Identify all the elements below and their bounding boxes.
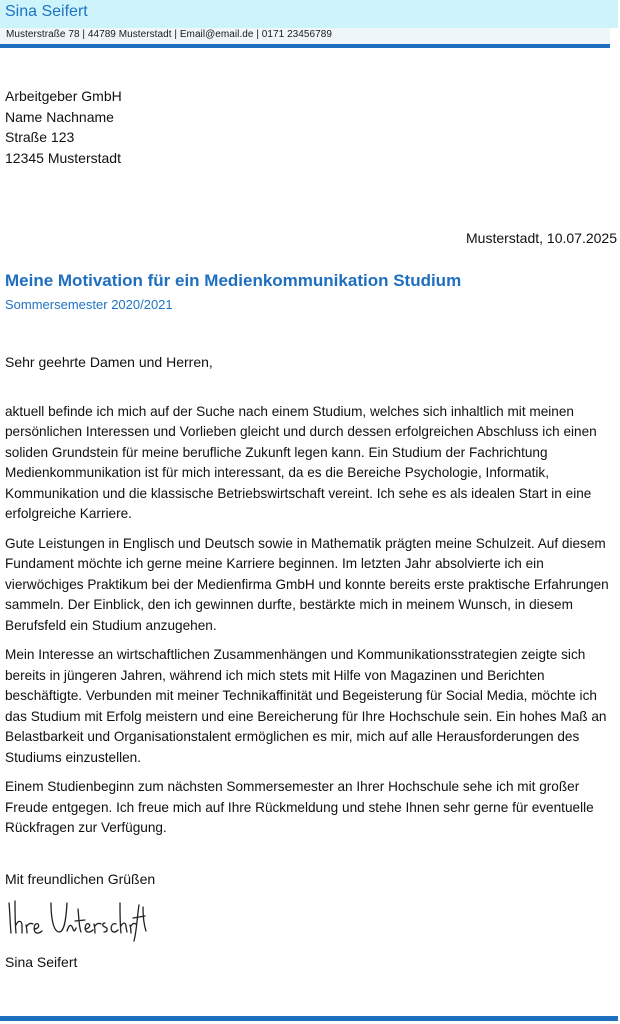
body-paragraph: aktuell befinde ich mich auf der Suche nach einem Studium, welches sich inhaltlich mit meinen persönlichen Interessen und Vorlieben gleicht und durch dessen erfolgreichen Abschluss ich einen soliden Grundstein für meine berufliche Zukunft legen kann. Ein Studium der Fachrichtung Medienkommunikation ist für mich interessant, da es die Bereiche Psychologie, Informatik, Kommunikation und die klassische Betriebswirtschaft vereint. Ich sehe es als idealen Start in eine erfolgreiche Karriere. (5, 404, 597, 522)
letter-date: Musterstadt, 10.07.2025 (466, 230, 617, 246)
recipient-contact-name: Name Nachname (5, 108, 114, 125)
body-paragraph: Einem Studienbeginn zum nächsten Sommersemester an Ihrer Hochschule sehe ich mit großer Freude entgegen. Ich freue mich auf Ihre Rückmeldung und stehe Ihnen sehr gerne für eventuelle Rückfragen zur Verfügung. (5, 779, 594, 836)
recipient-city: 12345 Musterstadt (5, 149, 121, 166)
salutation: Sehr geehrte Damen und Herren, (5, 354, 213, 370)
letterhead-band (0, 0, 618, 28)
body-paragraph: Mein Interesse an wirtschaftlichen Zusammenhängen und Kommunikationsstrategien zeigte sich bereits in jüngeren Jahren, während ich mich stets mit Hilfe von Magazinen und Berichten beschäftigte. Verbunden mit meiner Technikaffinität und Begeisterung für Social Media, möchte ich das Studium mit Erfolg meistern und eine Bereicherung für Ihre Hochschule sein. Ein hohes Maß an Belastbarkeit und Organisationstalent ermöglichen es mir, mich auf alle Herausforderungen des Studiums einzustellen. (5, 647, 607, 765)
handwritten-signature (3, 895, 153, 945)
subject-subtitle: Sommersemester 2020/2021 (5, 297, 173, 312)
contact-bar (0, 28, 610, 48)
recipient-address (5, 86, 122, 168)
footer-rule (0, 1016, 618, 1021)
sender-name: Sina Seifert (5, 3, 88, 20)
body-paragraph: Gute Leistungen in Englisch und Deutsch sowie in Mathematik prägten meine Schulzeit. Auf diesem Fundament möchte ich gerne meine Karriere beginnen. Im letzten Jahr absolvierte ich ein vierwöchiges Praktikum bei der Medienfirma GmbH und konnte bereits erste praktische Erfahrungen sammeln. Der Einblick, den ich gewinnen durfte, bestärkte mich in meinem Wunsch, in diesem Berufsfeld ein Studium anzugehen. (5, 535, 609, 633)
recipient-street: Straße 123 (5, 129, 75, 145)
contact-info: Musterstraße 78 | 44789 Musterstadt | Email@email.de | 0171 23456789 (6, 29, 332, 40)
letter-body (5, 402, 617, 848)
subject-title: Meine Motivation für ein Medienkommunikation Studium (5, 271, 462, 290)
signer-name: Sina Seifert (5, 954, 78, 970)
closing-phrase: Mit freundlichen Grüßen (5, 871, 156, 887)
recipient-company: Arbeitgeber GmbH (5, 88, 122, 104)
